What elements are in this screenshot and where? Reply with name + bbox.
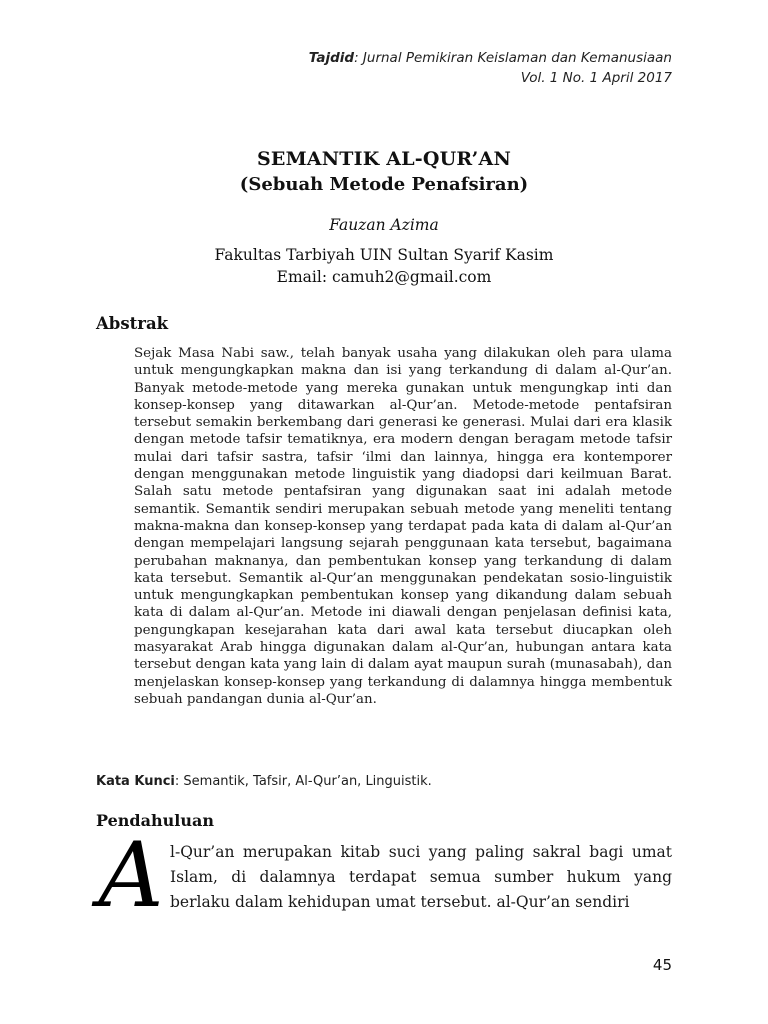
keywords [96,774,432,789]
journal-subtitle: : Jurnal Pemikiran Keislaman dan Kemanusiaan [354,50,672,66]
abstract-heading: Abstrak [96,314,169,333]
journal-line [309,48,672,68]
page-number: 45 [652,956,672,974]
title-block [0,146,768,288]
author-name: Fauzan Azima [329,216,439,234]
author-affiliation: Fakultas Tarbiyah UIN Sultan Syarif Kasim [214,246,554,264]
introduction-body: l-Qur’an merupakan kitab suci yang paling sakral bagi umat Islam, di dalamnya terdapat semua sumber hukum yang berlaku dalam kehidupan umat tersebut. al-Qur’an sendiri [170,843,672,911]
issue-info: Vol. 1 No. 1 April 2017 [520,70,672,86]
keywords-label: Kata Kunci [96,774,175,789]
introduction-heading: Pendahuluan [96,811,214,830]
author-email: Email: camuh2@gmail.com [276,268,492,286]
running-head [309,48,672,88]
journal-name: Tajdid [308,50,355,66]
keywords-separator: : [174,774,184,789]
abstract-body: Sejak Masa Nabi saw., telah banyak usaha yang dilakukan oleh para ulama untuk mengungkapkan makna dan isi yang terkandung di dalam al-Qur’an. Banyak metode-metode yang mereka gunakan untuk mengungkap inti dan konsep-konsep yang ditawarkan al-Qur’an. Metode-metode pentafsiran tersebut semakin berkembang dari generasi ke generasi. Mulai dari era klasik dengan metode tafsir tematiknya, era modern dengan beragam metode tafsir mulai dari tafsir sastra, tafsir ‘ilmi dan lainnya, hingga era kontemporer dengan menggunakan metode linguistik yang diadopsi dari keilmuan Barat. Salah satu metode pentafsiran yang digunakan saat ini adalah metode semantik. Semantik sendiri merupakan sebuah metode yang meneliti tentang makna-makna dan konsep-konsep yang terdapat pada kata di dalam al-Qur’an dengan mempelajari langsung sejarah penggunaan kata tersebut, bagaimana perubahan maknanya, dan pembentukan konsep yang terkandung di dalam kata tersebut. Semantik al-Qur’an menggunakan pendekatan sosio-linguistik untuk mengungkapkan pembentukan konsep yang dikandung dalam sebuah kata di dalam al-Qur’an. Metode ini diawali dengan penjelasan definisi kata, pengungkapan kesejarahan kata dari awal kata tersebut diucapkan oleh masyarakat Arab hingga digunakan dalam al-Qur’an, hubungan antara kata tersebut dengan kata yang lain di dalam ayat maupun surah (munasabah), dan menjelaskan konsep-konsep yang terkandung di dalamnya hingga membentuk sebuah pandangan dunia al-Qur’an. [134,346,672,707]
keywords-text: Semantik, Tafsir, Al-Qur’an, Linguistik. [183,774,432,789]
article-subtitle: (Sebuah Metode Penafsiran) [239,174,529,195]
article-title: SEMANTIK AL-QUR’AN [256,148,512,170]
drop-cap: A [98,823,164,928]
